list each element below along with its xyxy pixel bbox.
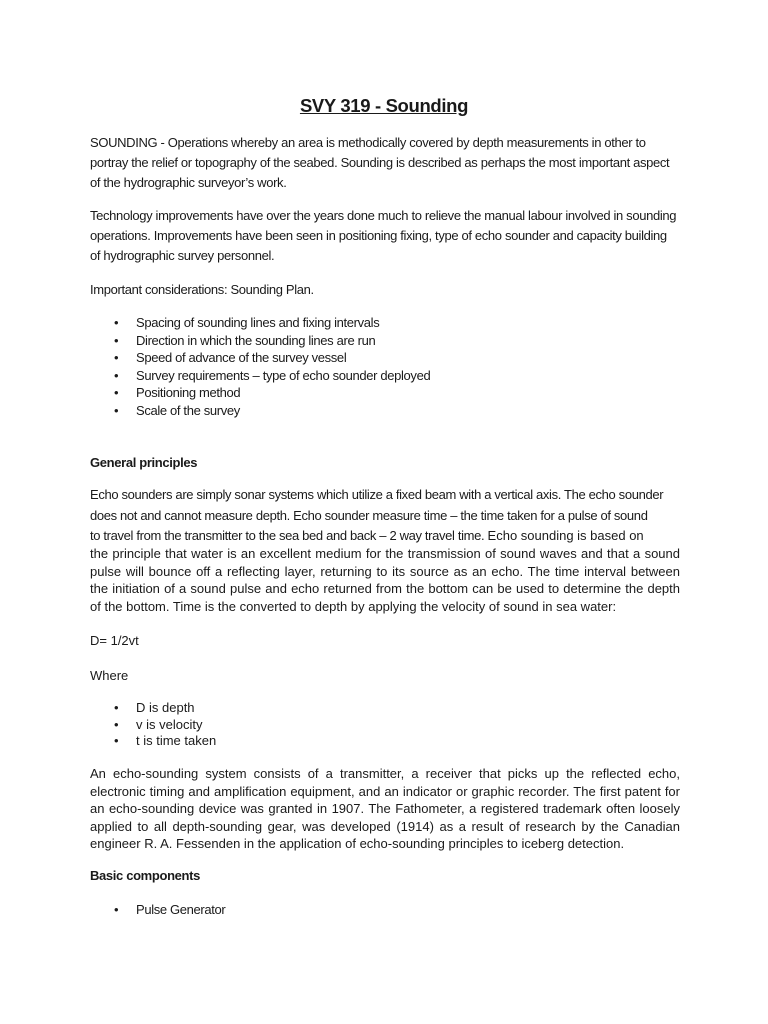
bullet-icon: • <box>114 315 119 330</box>
list-item: • t is time taken <box>114 733 217 748</box>
section-heading-basic-components: Basic components <box>90 868 200 883</box>
intro-paragraph-sounding: SOUNDING - Operations whereby an area is methodically covered by depth measurements in other to portray the relief or topography of the seabed. Sounding is described as perhaps the most important aspect of the hydrographic surveyor’s work. <box>90 135 670 190</box>
list-item: • v is velocity <box>114 716 203 732</box>
considerations-list <box>90 314 650 420</box>
variables-list <box>90 700 650 750</box>
echo-system-paragraph: An echo-sounding system consists of a transmitter, a receiver that picks up the reflected echo, electronic timing and amplification equipment, and an indicator or graphic recorder. The first patent for an echo-sounding device was granted in 1907. The Fathometer, a registered trademark often loosely applied to all depth-sounding gear, was developed (1914) as a result of research by the Canadian engineer R. A. Fessenden in the application of echo-sounding principles to iceberg detection. <box>90 766 680 851</box>
bullet-icon: • <box>114 332 119 348</box>
bullet-icon: • <box>114 716 119 732</box>
list-item: • Pulse Generator <box>114 902 226 917</box>
components-list <box>90 901 650 919</box>
general-principles-lines <box>90 485 680 547</box>
list-item: • Direction in which the sounding lines are run <box>114 332 376 348</box>
bullet-icon: • <box>114 902 119 917</box>
text-line: Echo sounders are simply sonar systems which utilize a fixed beam with a vertical axis. The echo sounder <box>90 487 664 502</box>
text-line: does not and cannot measure depth. Echo sounder measure time – the time taken for a pulse of sound <box>90 507 648 523</box>
list-item: • Positioning method <box>114 385 241 401</box>
text-line <box>90 526 680 547</box>
list-item: • Survey requirements – type of echo sounder deployed <box>114 367 431 383</box>
text-line-calibri: to travel from the transmitter to the sea bed and back – 2 way travel time. <box>90 528 488 543</box>
text-line-arial: Echo sounding is based on <box>487 528 644 543</box>
where-label: Where <box>90 668 129 683</box>
list-item: • Spacing of sounding lines and fixing intervals <box>114 315 380 330</box>
bullet-icon: • <box>114 733 119 748</box>
bullet-icon: • <box>114 350 119 366</box>
list-item: • Scale of the survey <box>114 402 240 418</box>
considerations-label: Important considerations: Sounding Plan. <box>90 282 314 297</box>
bullet-icon: • <box>114 700 119 715</box>
general-principles-paragraph: the principle that water is an excellent medium for the transmission of sound waves and that a sound pulse will bounce off a reflecting layer, returning to its source as an echo. The time interval between the initiation of a sound pulse and echo returned from the bottom can be used to determine the depth of the bottom. Time is the converted to depth by applying the velocity of sound in sea water: <box>90 546 680 614</box>
depth-formula: D= 1/2vt <box>90 633 139 648</box>
intro-paragraph-technology: Technology improvements have over the years done much to relieve the manual labour involved in sounding operations. Improvements have been seen in positioning fixing, type of echo sounder and capacity building of hydrographic survey personnel. <box>90 208 677 263</box>
page-title: SVY 319 - Sounding <box>299 95 469 116</box>
bullet-icon: • <box>114 367 119 383</box>
bullet-icon: • <box>114 385 119 401</box>
list-item: • D is depth <box>114 700 195 715</box>
bullet-icon: • <box>114 402 119 418</box>
list-item: • Speed of advance of the survey vessel <box>114 350 347 366</box>
section-heading-general-principles: General principles <box>90 455 198 470</box>
